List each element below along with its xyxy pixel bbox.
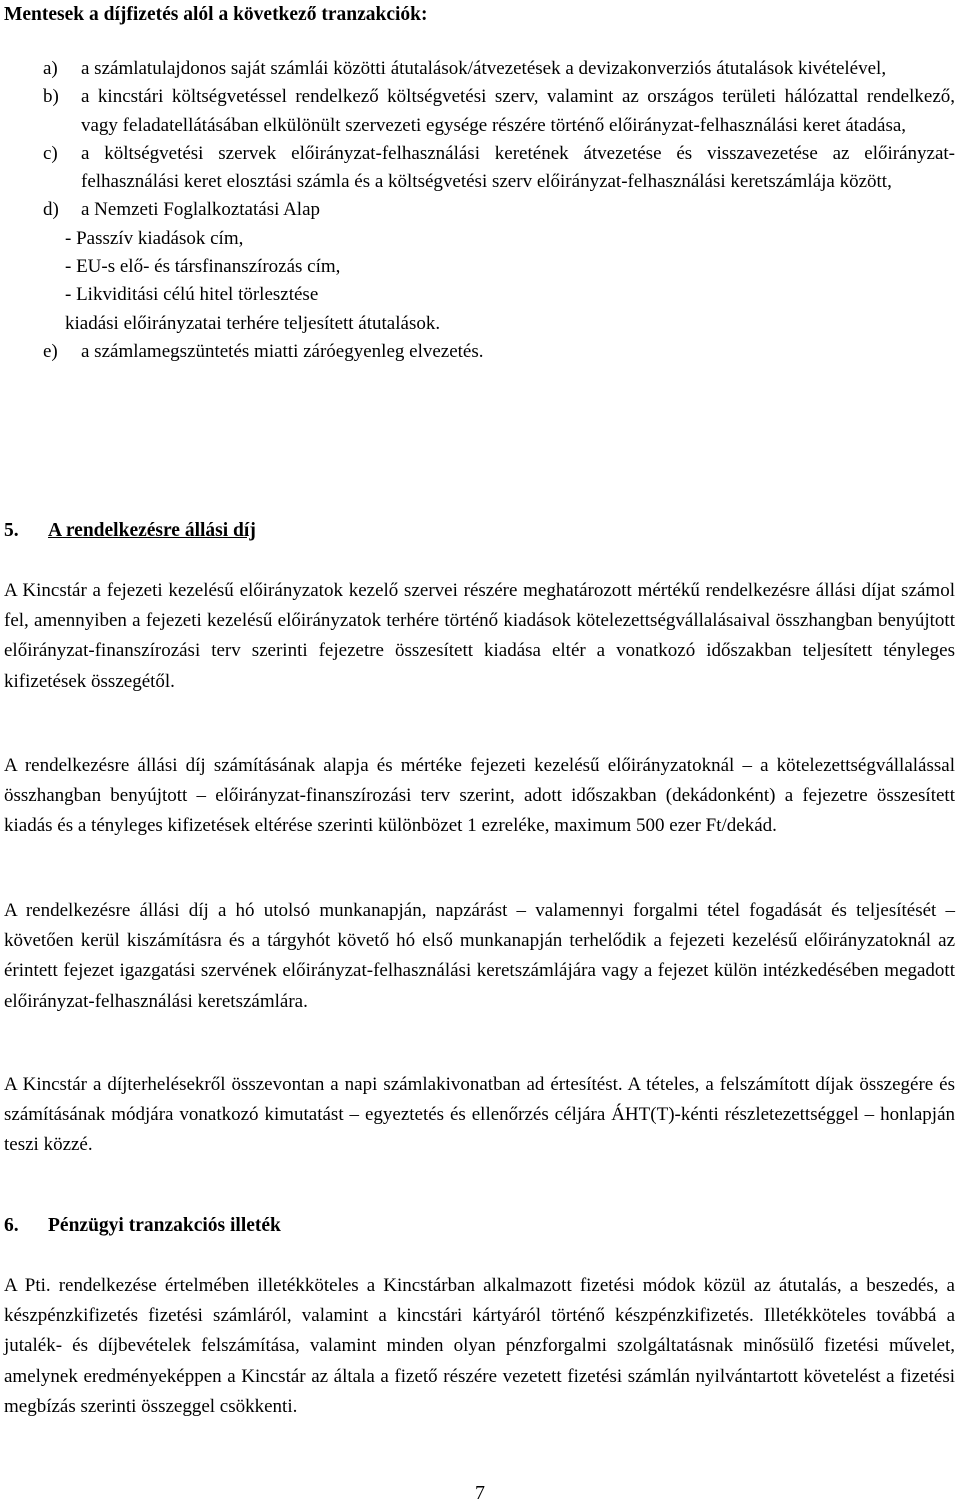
section-6-title [4,1215,281,1237]
sub-item: - Passzív kiadások cím, [65,227,244,249]
list-item-text: a számlatulajdonos saját számlái közötti átutalások/átvezetések a devizakonverziós átutalások kivételével, [81,58,887,79]
intro-heading: Mentesek a díjfizetés alól a következő tranzakciók: [4,4,428,25]
list-item [43,196,955,224]
page-number: 7 [475,1482,485,1504]
list-item-text: a költségvetési szervek előirányzat-felhasználási keretének átvezetése és visszavezetése az előirányzat-felhasználási keret elosztási számla és a költségvetési szerv előirányzat-felhasználási keretszámlája között, [81,142,955,193]
paragraph: A Kincstár a díjterhelésekről összevontan a napi számlakivonatban ad értesítést. A tételes, a felszámított díjak összegére és számításának módjára vonatkozó kimutatást – egyeztetés és ellenőrzés céljára ÁHT(T)-kénti részletezettséggel – honlapján teszi közzé. [4,1074,955,1156]
section-title-text: A rendelkezésre állási díj [48,520,256,541]
list-item [43,140,955,197]
paragraph: A rendelkezésre állási díj számításának alapja és mértéke fejezeti kezelésű előirányzatoknál – a kötelezettségvállalással összhangban benyújtott – előirányzat-finanszírozási terv szerint, adott időszakban (dekádonként) a fejezetre összesített kiadás és a tényleges kifizetések eltérése szerinti különbözet 1 ezreléke, maximum 500 ezer Ft/dekád. [4,755,955,837]
list-item [43,55,955,83]
paragraph: A Pti. rendelkezése értelmében illetékköteles a Kincstárban alkalmazott fizetési módok közül az átutalás, a beszedés, a készpénzkifizetés fizetési számláról, valamint a kincstári kártyáról történő készpénzkifizetés. Illetékköteles továbbá a jutalék- és díjbevételek felszámítása, valamint minden olyan pénzforgalmi szolgáltatásnak minősülő fizetési művelet, amelynek eredményeképpen a Kincstár az általa a fizető részére vezetett fizetési számlán nyilvántartott követelést a fizetési megbízás szerinti összeggel csökkenti. [4,1275,955,1417]
list-item-text: a Nemzeti Foglalkoztatási Alap [81,199,321,221]
list-item-text: a kincstári költségvetéssel rendelkező költségvetési szerv, valamint az országos területi hálózattal rendelkező, vagy feladatellátásában elkülönült szervezeti egysége részére történő előirányzat-felhasználási keret átadása, [81,86,955,136]
list-item-label: e) [43,340,58,362]
sub-item: - Likviditási célú hitel törlesztése [65,284,319,306]
list-item-label: a) [43,58,58,79]
list-item-text: a számlamegszüntetés miatti záróegyenleg elvezetés. [81,340,484,362]
list-item-label: d) [43,199,59,221]
section-number: 6. [4,1215,19,1236]
section-title-text: Pénzügyi tranzakciós illeték [48,1215,281,1236]
list-item [43,83,955,140]
paragraph: A rendelkezésre állási díj a hó utolsó munkanapján, napzárást – valamennyi forgalmi tétel fogadását és teljesítését – követően kerül kiszámításra és a tárgyhót követő hó első munkanapján terhelődik a fejezeti kezelésű előirányzatoknál az érintett fejezet igazgatási szervének előirányzat-felhasználási keretszámlájára vagy a fejezet külön intézkedésében megadott előirányzat-felhasználási keretszámlára. [4,900,955,1012]
list-item-label: c) [43,142,58,164]
list-item [43,338,955,366]
section-5-title [4,520,256,542]
section-number: 5. [4,520,19,541]
list-item-label: b) [43,86,59,108]
exemption-list [43,55,955,366]
sub-item-tail: kiadási előirányzatai terhére teljesített átutalások. [65,312,441,334]
sub-item: - EU-s elő- és társfinanszírozás cím, [65,256,341,278]
paragraph: A Kincstár a fejezeti kezelésű előirányzatok kezelő szervei részére meghatározott mértékű rendelkezésre állási díjat számol fel, amennyiben a fejezeti kezelésű előirányzatok terhére történő kiadások kötelezettségvállalásaival összhangban benyújtott előirányzat-finanszírozási terv szerinti fejezetre összesített kiadása eltér a vonatkozó időszakban teljesített tényleges kifizetések összegétől. [4,580,955,692]
